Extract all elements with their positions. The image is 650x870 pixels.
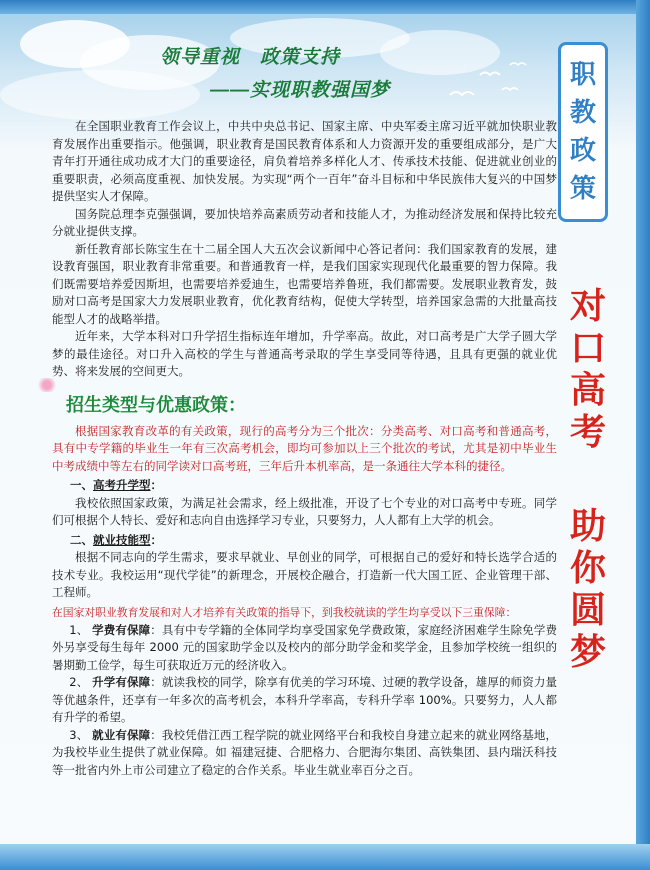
- guarantee-text: ：就读我校的同学，除享有优美的学习环境、过硬的教学设备，雄厚的师资力量等优越条件，还享有一年多次的高考机会，本科升学率高，专科升学率 100%。只要努力，人人都有升学的希望。: [52, 675, 558, 724]
- guarantee-text: ：具有中专学籍的全体同学均享受国家免学费政策，家庭经济困难学生除免学费外另享受每生每年 2000 元的国家助学金以及校内的部分助学金和奖学金，且参加学校统一组织的暑期勤工俭学，每生可获取近万元的经济收入。: [52, 622, 558, 672]
- slogan-char: 口: [569, 328, 606, 368]
- bottom-frame-band: [0, 844, 650, 870]
- intro-paragraph: 在全国职业教育工作会议上，中共中央总书记、国家主席、中央军委主席习近平就加快职业教育发展作出重要指示。他强调，职业教育是国民教育体系和人力资源开发的重要组成部分，是广大青年打开通往成功成才大门的重要途径，肩负着培养多样化人才、传承技术技能、促进就业创业的重要职责，必须高度重视、加快发展。为实现“两个一百年”奋斗目标和中华民族伟大复兴的中国梦提供坚实人才保障。: [52, 119, 557, 203]
- guarantee-intro: 在国家对职业教育发展和对人才培养有关政策的指导下，到我校就读的学生均享受以下三重保障：: [52, 605, 517, 619]
- guarantee-number: 1、: [69, 622, 89, 637]
- intro-paragraph: 近年来，大学本科对口升学招生指标连年增加，升学率高。故此，对口高考是广大学子圆大学梦的最佳途径。对口升入高校的学生与普通高考录取的学生享受同等待遇，且具有更强的就业优势、将来发展的空间更大。: [52, 329, 557, 378]
- right-frame-band: [636, 0, 650, 870]
- guarantee-head: 升学有保障: [92, 675, 151, 689]
- slogan-char: 对: [569, 286, 606, 326]
- red-intro-paragraph: 根据国家教育改革的有关政策，现行的高考分为三个批次：分类高考、对口高考和普通高考，具有中专学籍的毕业生一年有三次高考机会，即均可参加以上三个批次的考试，尤其是初中毕业生中考成绩中等左右的同学读对口高考班，三年后升本机率高，是一条通往大学本科的捷径。: [52, 423, 557, 473]
- slogan-char: 你: [569, 548, 606, 588]
- main-content: [52, 118, 557, 779]
- title-line-1: 领导重视 政策支持: [160, 47, 341, 68]
- side-tab-char: 职: [569, 60, 596, 89]
- guarantee-number: 3、: [69, 727, 89, 742]
- guarantee-text: ：我校凭借江西工程学院的就业网络平台和我校自身建立起来的就业网络基地，为我校毕业生提供了就业保障。如 福建冠捷、合肥格力、合肥海尔集团、高铁集团、县内瑞沃科技等一批省内外上市公司建立了稳定的合作关系。毕业生就业率百分之百。: [52, 727, 558, 777]
- side-tab-char: 教: [569, 98, 596, 127]
- subsection-title: 就业技能型: [93, 532, 151, 547]
- slogan-char: 圆: [569, 590, 606, 630]
- subsection-text: 我校依照国家政策，为满足社会需求，经上级批准，开设了七个专业的对口高考中专班。同学们可根据个人特长、爱好和志向自由选择学习专业，只要努力，人人都有上大学的机会。: [52, 495, 557, 527]
- intro-paragraph: 新任教育部长陈宝生在十二届全国人大五次会议新闻中心答记者问：我们国家教育的发展，建设教育强国，职业教育非常重要。和普通教育一样，是我们国家实现现代化最重要的智力保障。我们既需要培养爱因斯坦，也需要培养爱迪生，也需要培养鲁班，我们都需要。发展职业教育发，鼓励对口高考是国家大力发展职业教育，优化教育结构，促使大学转型，培养国家急需的大批量高技能型人才的战略举措。: [52, 241, 557, 326]
- subsection-colon: ：: [150, 478, 162, 492]
- guarantee-head: 学费有保障: [92, 622, 151, 637]
- subsection-number: 二、: [70, 532, 93, 547]
- subsection-text: 根据不同志向的学生需求，要求早就业、早创业的同学，可根据自己的爱好和特长选学合适的技术专业。我校运用“现代学徒”的新理念，开展校企融合，打造新一代大国工匠、企业管理干部、工程师。: [52, 550, 557, 599]
- slogan-char: 高: [569, 370, 606, 410]
- subsection-title: 高考升学型: [93, 478, 151, 492]
- guarantee-number: 2、: [69, 675, 89, 689]
- page-title: [140, 42, 480, 102]
- top-frame-band: [0, 0, 650, 14]
- guarantee-item: [52, 622, 557, 675]
- subsection-heading: [70, 477, 557, 495]
- side-tab-char: 策: [569, 174, 596, 203]
- guarantee-item: [52, 674, 557, 727]
- slogan-part-2: [568, 505, 608, 673]
- guarantee-item: [52, 727, 557, 780]
- intro-paragraph: 国务院总理李克强强调，要加快培养高素质劳动者和技能人才，为推动经济发展和保持比较充分就业提供支撑。: [52, 206, 557, 238]
- slogan-char: 梦: [569, 632, 606, 672]
- guarantee-head: 就业有保障: [92, 727, 151, 742]
- side-tab-policy: [558, 42, 608, 222]
- subsection-colon: ：: [150, 532, 162, 547]
- section-title: 招生类型与优惠政策：: [66, 394, 246, 415]
- subsection-number: 一、: [70, 478, 93, 492]
- slogan-char: 助: [569, 506, 606, 546]
- side-tab-char: 政: [569, 136, 596, 165]
- title-line-2: ——实现职教强国梦: [210, 80, 391, 101]
- slogan-char: 考: [569, 412, 606, 452]
- slogan-part-1: [568, 285, 608, 453]
- subsection-heading: [70, 532, 557, 550]
